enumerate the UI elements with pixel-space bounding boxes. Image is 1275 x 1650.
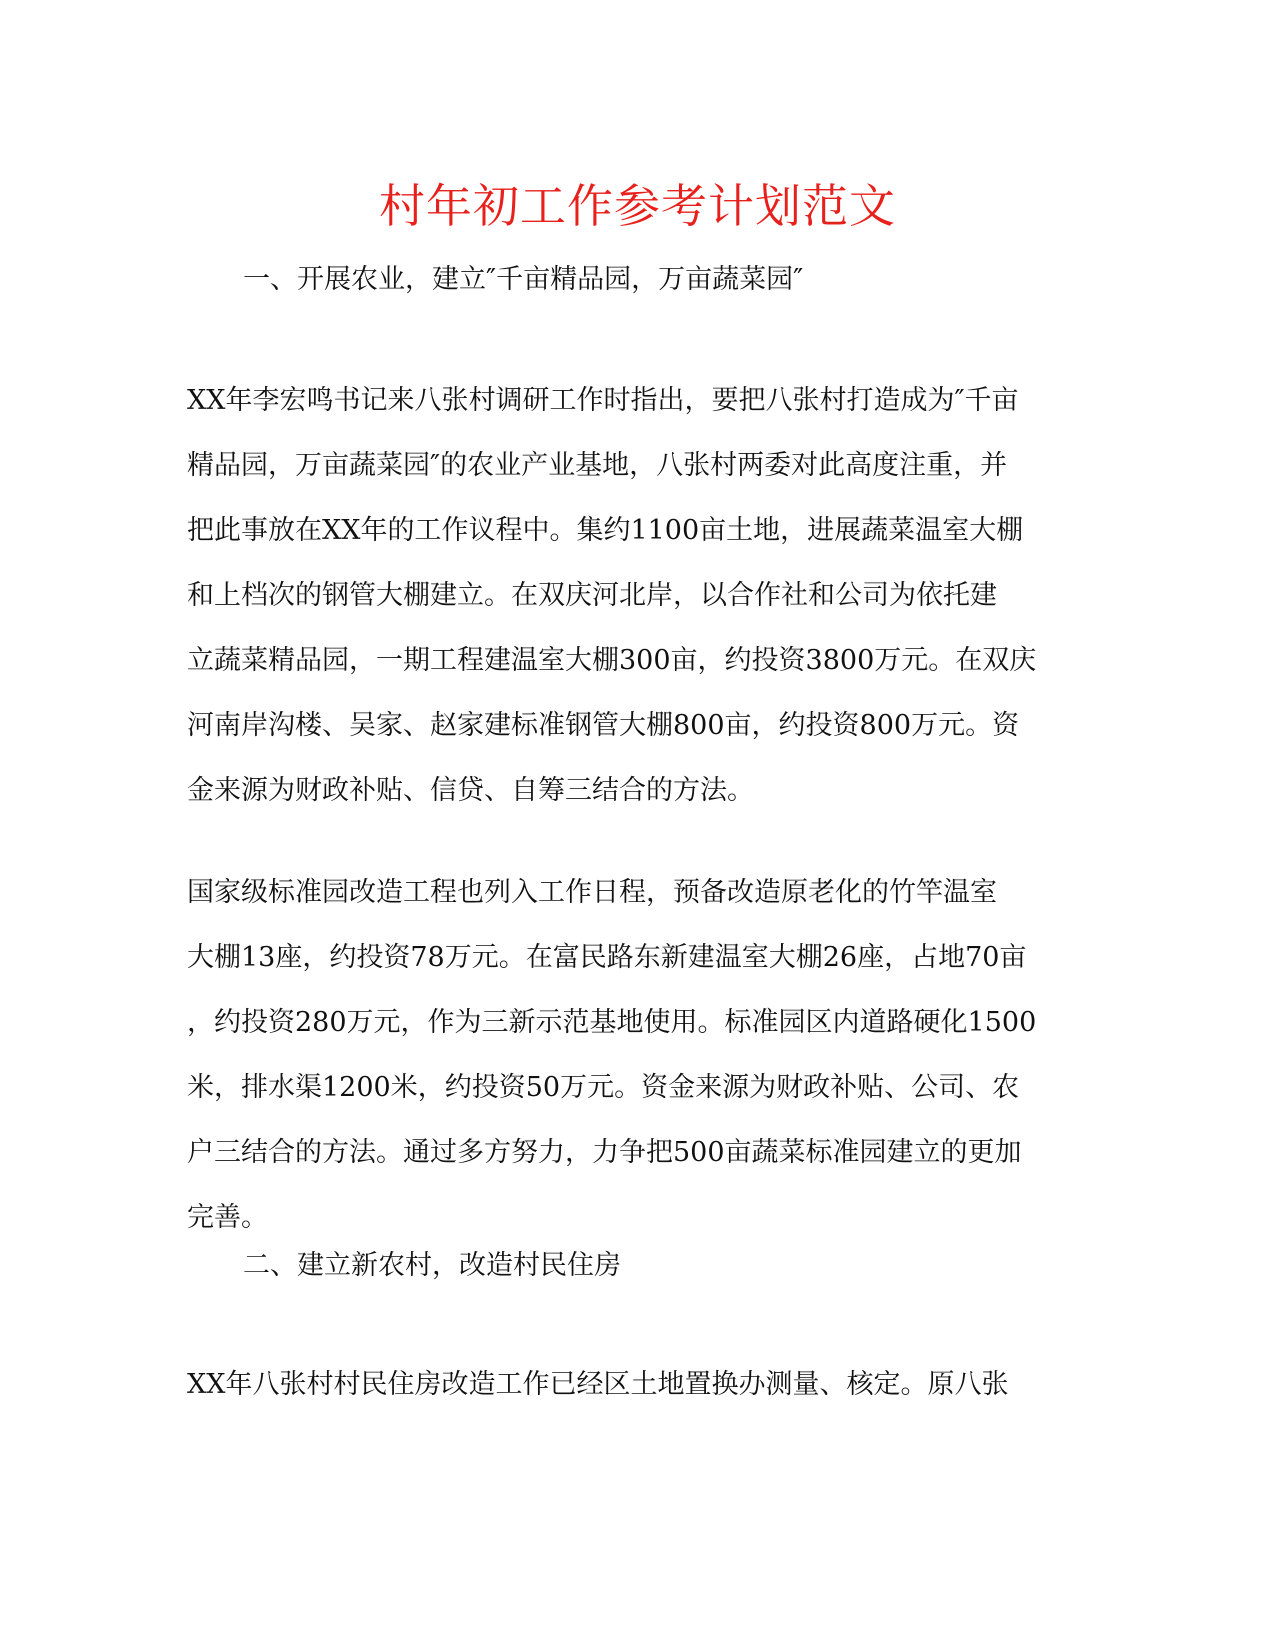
- paragraph-line: 完善。: [187, 1202, 268, 1233]
- paragraph-line: XX年李宏鸣书记来八张村调研工作时指出，要把八张村打造成为″千亩: [187, 385, 1019, 416]
- paragraph-line: 立蔬菜精品园，一期工程建温室大棚300亩，约投资3800万元。在双庆: [187, 645, 1037, 676]
- paragraph-line: 和上档次的钢管大棚建立。在双庆河北岸，以合作社和公司为依托建: [187, 580, 997, 611]
- paragraph-line: 精品园，万亩蔬菜园″的农业产业基地，八张村两委对此高度注重，并: [187, 450, 1008, 481]
- section-heading-1: 一、开展农业，建立″千亩精品园，万亩蔬菜园″: [243, 264, 804, 295]
- section-heading-2: 二、建立新农村，改造村民住房: [243, 1250, 621, 1281]
- paragraph-line: 把此事放在XX年的工作议程中。集约1100亩土地，进展蔬菜温室大棚: [187, 515, 1024, 546]
- paragraph-line: 国家级标准园改造工程也列入工作日程，预备改造原老化的竹竿温室: [187, 877, 997, 908]
- paragraph-line: ，约投资280万元，作为三新示范基地使用。标准园区内道路硬化1500: [187, 1007, 1037, 1038]
- paragraph-3: [187, 1352, 1008, 1417]
- paragraph-line: 河南岸沟楼、吴家、赵家建标准钢管大棚800亩，约投资800万元。资: [187, 710, 1020, 741]
- paragraph-1: [187, 368, 1036, 823]
- paragraph-line: 金来源为财政补贴、信贷、自筹三结合的方法。: [187, 775, 754, 806]
- paragraph-2: [187, 860, 1036, 1250]
- paragraph-line: XX年八张村村民住房改造工作已经区土地置换办测量、核定。原八张: [187, 1369, 1009, 1400]
- document-title: 村年初工作参考计划范文: [379, 179, 896, 233]
- paragraph-line: 米，排水渠1200米，约投资50万元。资金来源为财政补贴、公司、农: [187, 1072, 1020, 1103]
- paragraph-line: 大棚13座，约投资78万元。在富民路东新建温室大棚26座，占地70亩: [187, 942, 1027, 973]
- paragraph-line: 户三结合的方法。通过多方努力，力争把500亩蔬菜标准园建立的更加: [187, 1137, 1022, 1168]
